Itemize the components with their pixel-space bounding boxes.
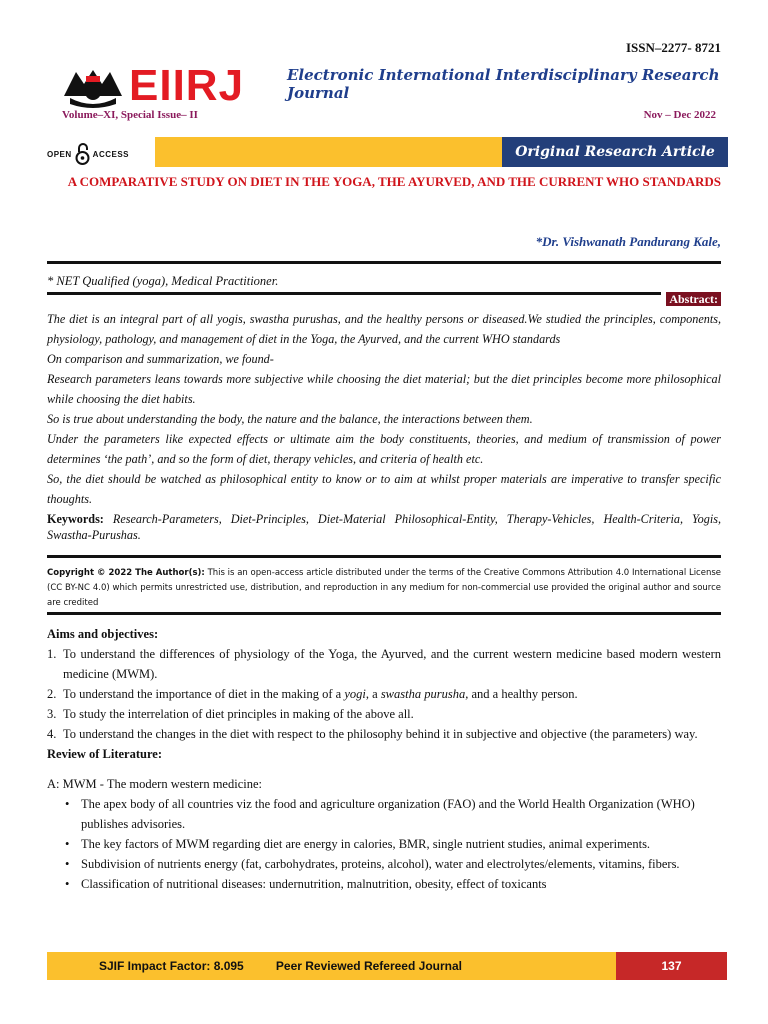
impact-factor: SJIF Impact Factor: 8.095 xyxy=(99,959,244,973)
list-item: 3. To study the interrelation of diet principles in making of the above all. xyxy=(47,707,414,721)
open-access-badge xyxy=(47,140,129,168)
abstract-label: Abstract: xyxy=(666,292,721,306)
header-band-orange xyxy=(155,137,502,167)
review-type: Peer Reviewed Refereed Journal xyxy=(275,959,462,973)
keywords-list: Research-Parameters, Diet-Principles, Diet-Material Philosophical-Entity, Therapy-Vehicles, Health-Criteria, Yogis, Swastha-Purushas. xyxy=(47,512,722,542)
list-item: 2. To understand the importance of diet in the making of a yogi, a swastha purusha, and a healthy person. xyxy=(47,687,578,701)
logo-text: EIIRJ xyxy=(129,61,245,110)
abstract-paragraph: On comparison and summarization, we found- xyxy=(47,352,274,366)
list-item: • Classification of nutritional diseases: undernutrition, malnutrition, obesity, effect of toxicants xyxy=(65,877,547,891)
list-item: • Subdivision of nutrients energy (fat, carbohydrates, proteins, alcohol), water and electrolytes/elements, vitamins, fibers. xyxy=(65,857,680,871)
logo-emblem-icon xyxy=(62,66,124,108)
abstract-paragraph: Under the parameters like expected effects or ultimate aim the body constituents, theories, and medium of transmission of power determines ‘the path’, and so the form of diet, therapy vehicles, and criteria of health etc. xyxy=(47,432,721,466)
footer-info-band xyxy=(47,952,616,980)
subsection-heading: A: MWM - The modern western medicine: xyxy=(47,777,262,791)
issue-date: Nov – Dec 2022 xyxy=(643,109,716,121)
section-heading: Aims and objectives: xyxy=(47,627,159,641)
list-item: 1. To understand the differences of physiology of the Yoga, the Ayurved, and the current western medicine based modern western medicine (MWM). xyxy=(47,647,721,681)
journal-logo xyxy=(62,61,245,110)
author-name: *Dr. Vishwanath Pandurang Kale, xyxy=(535,234,721,249)
copyright-label: Copyright © 2022 The Author(s): xyxy=(47,568,205,578)
divider xyxy=(47,292,661,295)
page-number: 137 xyxy=(616,952,727,980)
article-type-banner: Original Research Article xyxy=(502,137,728,167)
mwm-list xyxy=(47,794,721,894)
copyright-notice xyxy=(47,566,721,611)
divider xyxy=(47,555,721,558)
author-affiliation: * NET Qualified (yoga), Medical Practitioner. xyxy=(47,274,279,288)
open-access-lock-icon xyxy=(75,142,90,166)
copyright-text: This is an open-access article distributed under the terms of the Creative Commons Attribution 4.0 International License (CC BY-NC 4.0) which permits unrestricted use, distribution, and reproduction in any medium for non-commercial use provided the original author and source are credited xyxy=(47,568,721,608)
keywords-label: Keywords: xyxy=(47,512,104,526)
divider xyxy=(47,261,721,264)
aims-section xyxy=(47,624,721,894)
abstract-paragraph: The diet is an integral part of all yogis, swastha purushas, and the healthy persons or diseased.We studied the principles, components, physiology, pathology, and management of diet in the Yoga, the Ayurved, and the current WHO standards xyxy=(47,312,721,346)
page-footer xyxy=(47,952,727,980)
list-item: • The key factors of MWM regarding diet are energy in calories, BMR, single nutrient studies, animal experiments. xyxy=(65,837,651,851)
article-title: A COMPARATIVE STUDY ON DIET IN THE YOGA, THE AYURVED, AND THE CURRENT WHO STANDARDS xyxy=(67,174,721,189)
open-access-left: OPEN xyxy=(47,149,72,159)
abstract-paragraph: So is true about understanding the body, the nature and the balance, the interactions between them. xyxy=(47,412,533,426)
abstract-text xyxy=(47,309,721,509)
list-item: • The apex body of all countries viz the food and agriculture organization (FAO) and the World Health Organization (WHO) publishes advisories. xyxy=(65,797,695,831)
issn: ISSN–2277- 8721 xyxy=(626,40,721,55)
abstract-paragraph: Research parameters leans towards more subjective while choosing the diet material; but the diet principles become more philosophical while choosing the diet habits. xyxy=(47,372,721,406)
section-heading: Review of Literature: xyxy=(47,747,163,761)
list-item: 4. To understand the changes in the diet with respect to the philosophy behind it in subjective and objective (the parameters) way. xyxy=(47,727,698,741)
open-access-right: ACCESS xyxy=(92,149,130,159)
abstract-paragraph: So, the diet should be watched as philosophical entity to know or to aim at whilst proper materials are imperative to transfer specific thoughts. xyxy=(47,472,721,506)
volume-info: Volume–XI, Special Issue– II xyxy=(62,109,198,121)
divider xyxy=(47,612,721,615)
journal-name: Electronic International Interdisciplinary Research Journal xyxy=(287,66,720,102)
aims-list xyxy=(47,644,721,744)
keywords xyxy=(47,511,721,543)
